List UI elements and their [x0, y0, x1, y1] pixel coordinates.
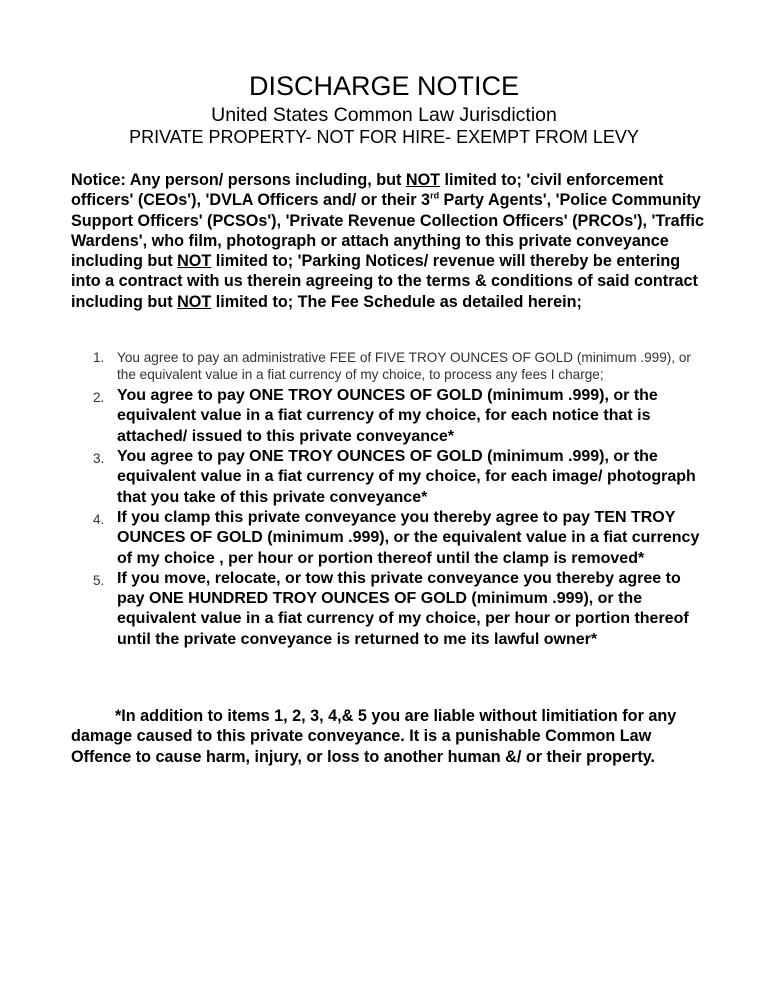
fee-item-number: 1. [93, 350, 105, 365]
fee-item-text: If you move, relocate, or tow this private conveyance you thereby agree to pay ONE HUNDRED TROY OUNCES OF GOLD (minimum .999), or the equivalent value in a fiat currency of my choice, per hour or portion thereof until the private conveyance is returned to me its lawful owner* [117, 569, 689, 648]
fee-item-2 [71, 386, 711, 447]
closing-paragraph: *In addition to items 1, 2, 3, 4,& 5 you are liable without limitiation for any damage caused to this private conveyance. It is a punishable Common Law Offence to cause harm, injury, or loss to another human &/ or their property. [71, 707, 677, 766]
document-title: DISCHARGE NOTICE [248, 71, 520, 101]
fee-item-text: If you clamp this private conveyance you thereby agree to pay TEN TROY OUNCES OF GOLD (minimum .999), or the equivalent value in a fiat currency of my choice , per hour or portion thereof until the clamp is removed* [117, 508, 700, 567]
fee-item-number: 5. [93, 572, 105, 588]
fee-item-number: 3. [93, 451, 105, 467]
fee-item-3 [71, 447, 711, 508]
fee-item-1 [71, 350, 711, 383]
jurisdiction-subtitle: United States Common Law Jurisdiction [211, 104, 557, 126]
property-subtitle: PRIVATE PROPERTY- NOT FOR HIRE- EXEMPT FROM LEVY [129, 127, 639, 147]
notice-not-3: NOT [177, 292, 212, 311]
notice-text-3: Party Agents', 'Police Community Support Officers' (PCSOs'), 'Private Revenue Collection Officers' (PRCOs'), 'Traffic Wardens', who film, photograph or attach anything to this private conveyance including but [71, 191, 704, 271]
notice-text-5: limited to; The Fee Schedule as detailed herein; [211, 292, 582, 311]
notice-ordinal-sup: rd [430, 190, 440, 201]
notice-not-2: NOT [177, 252, 212, 271]
fee-item-text: You agree to pay ONE TROY OUNCES OF GOLD (minimum .999), or the equivalent value in a fiat currency of my choice, for each notice that is attached/ issued to this private conveyance* [117, 387, 658, 445]
notice-paragraph [71, 170, 711, 312]
notice-text-1: Notice: Any person/ persons including, but [71, 171, 406, 189]
fee-item-text: You agree to pay ONE TROY OUNCES OF GOLD (minimum .999), or the equivalent value in a fiat currency of my choice, for each image/ photograph that you take of this private conveyance* [117, 448, 696, 506]
fee-item-number: 4. [93, 511, 105, 527]
fee-item-text: You agree to pay an administrative FEE of FIVE TROY OUNCES OF GOLD (minimum .999), or the equivalent value in a fiat currency of my choice, to process any fees I charge; [117, 350, 691, 382]
notice-text-2: limited to; 'civil enforcement officers' (CEOs'), 'DVLA Officers and/ or their 3 [71, 171, 664, 210]
notice-not-1: NOT [405, 171, 441, 189]
fee-item-number: 2. [93, 390, 105, 406]
notice-text-4: limited to; 'Parking Notices/ revenue will thereby be entering into a contract with us therein agreeing to the terms & conditions of said contract including but [71, 252, 698, 311]
fee-item-5 [71, 569, 711, 650]
fee-schedule-list [71, 350, 711, 650]
fee-item-4 [71, 508, 711, 569]
